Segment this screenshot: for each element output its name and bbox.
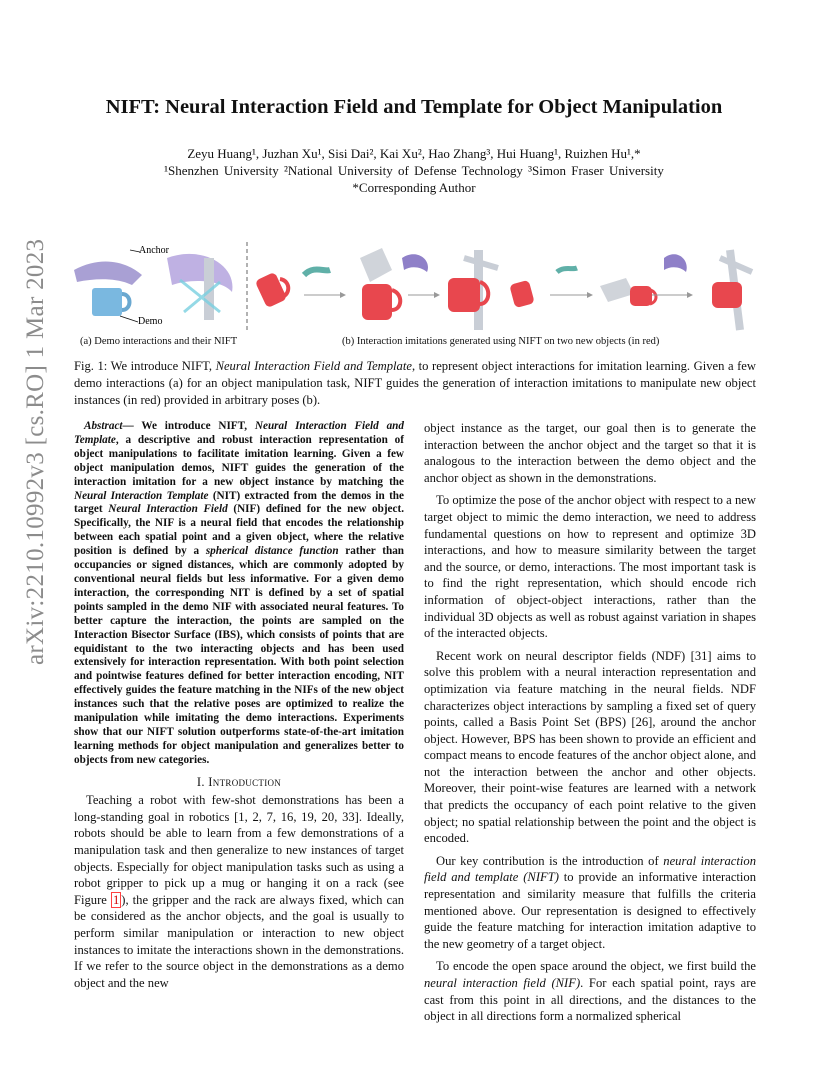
figure-1 [72,240,762,335]
affiliations: ¹Shenzhen University ²National University of Defense Technology ³Simon Fraser University [164,163,664,178]
intro-paragraph-1-cont: object instance as the target, our goal then is to generate the interaction between the anchor object and the target so that it is analogous to the interaction between the demo object and the anchor object as shown in the demonstrations. [424,421,756,485]
figure-caption-a: (a) Demo interactions and their NIFT [80,336,238,347]
author-list: Zeyu Huang¹, Juzhan Xu¹, Sisi Dai², Kai Xu², Hao Zhang³, Hui Huang¹, Ruizhen Hu¹,* [187,146,641,161]
intro-paragraph-2: To optimize the pose of the anchor object with respect to a new target object to mimic the demo interaction, we need to address fundamental questions on how to represent and optimize 3D interactions, and how to measure similarity between the target and the source, or demo, interactions. The most important task is to find the right representation, which should encode rich information of object-object interactions, rather than the individual 3D objects as well as robust against variation in shapes of the interacted objects. [424,493,756,641]
intro-paragraph-1: Teaching a robot with few-shot demonstrations has been a long-standing goal in robotics [1, 2, 7, 16, 19, 20, 33]. Ideally, robots should be able to learn from a few demonstrations of a manipulation task and then generalize to new instances of target objects. Especially for object manipulation tasks such as using a robot gripper to pick up a mug or hanging it on a rack (see Figure 1 ), the gripper and the rack are always fixed, which can be considered as the anchor objects, and the goal is usually to perform similar manipulation or interaction to new object instances to imitate the interactions shown in the demonstrations. If we refer to the source object in the demonstrations as a demo object and the new [74,793,404,990]
rack-hang-2 [712,250,752,330]
arxiv-identifier: arXiv:2210.10992v3 [cs.RO] 1 Mar 2023 [22,238,49,666]
figure-caption-b: (b) Interaction imitations generated using NIFT on two new objects (in red) [342,336,660,347]
intro-paragraph-5: To encode the open space around the object, we first build the neural interaction field (NIF). For each spatial point, rays are cast from this point in all directions, and the distances to the object in all directions form a normalized spherical [424,959,756,1024]
abstract: Abstract— We introduce NIFT, Neural Interaction Field and Template, a descriptive and robust interaction representation of object manipulations to facilitate imitation learning. Given a few object manipulation demos, NIFT guides the generation of the interaction imitation for a new object instance by matching the Neural Interaction Template (NIT) extracted from the demos in the target Neural Interaction Field (NIF) defined for the new object. Specifically, the NIF is a neural field that encodes the relationship between each spatial point and a given object, where the relative position is defined by a spherical distance function rather than occupancies or signed distances, which are commonly adopted by conventional neural fields but less informative. For a given demo interaction, the corresponding NIT is defined by a set of spatial points sampled in the demo NIF with associated neural features. To better capture the interaction, the points are sampled on the Interaction Bisector Surface (IBS), which consists of points that are equidistant to the two interacting objects and has been used extensively for interaction representation. With both point selection and pointwise features defined for better interaction encoding, NIT effectively guides the feature matching in the NIFs of the new object instances such that the relative poses are optimized to realize the manipulation while imitating the demo interactions. Experiments show that our NIFT solution outperforms state-of-the-art imitation learning methods for object manipulation and generalizes better to objects from new categories. [74,420,405,766]
anchor-rack-shape [74,262,142,285]
figure-caption: Fig. 1: We introduce NIFT, Neural Interaction Field and Template, to represent object interactions for imitation learning. Given a few demo interactions (a) for an object manipulation task, NIFT guides the generation of interaction imitations to manipulate new object instances (in red) provided in arbitrary poses (b). [74,359,756,407]
demo-mug-shape [92,288,122,316]
figure-panel-b [255,248,752,330]
gripper-grasp-1 [360,248,400,320]
new-mug-2 [509,280,535,308]
section-heading-introduction: I. Introduction [196,774,282,789]
right-column [424,420,756,1031]
gripper-grasp-2 [600,278,656,306]
rack-hang-1 [448,250,498,330]
corresponding-note: *Corresponding Author [352,180,476,195]
intro-paragraph-3: Recent work on neural descriptor fields (NDF) [31] aims to solve this problem with a neural interaction representation and optimization via feature matching in the neural fields. NDF characterizes object interactions by sampling a fixed set of query points, called a Basis Point Set (BPS) [26], around the anchor object. However, BPS has been shown to provide an efficient and compact means to encode features of the anchor object alone, and not the interaction between the anchor and other objects. Moreover, their point-wise features are learned with a network that predicts the occupancy of each point relative to the given object; no spatial relationship between the point and the object is encoded. [424,648,756,846]
anchor-nif-shape [167,254,232,292]
left-column [74,420,404,997]
figure-reference-link[interactable]: 1 [112,892,120,907]
paper-title: NIFT: Neural Interaction Field and Template for Object Manipulation [105,96,723,118]
demo-label: Demo [138,316,163,327]
anchor-label: Anchor [139,245,169,256]
intro-paragraph-4: Our key contribution is the introduction of neural interaction field and template (NIFT) to provide an informative interaction representation and similarity measure that fulfills the criteria mentioned above. Our representation is designed to effectively guide the feature matching for interaction imitation adaptive to the new geometry of a target object. [424,853,757,951]
figure-panel-a [74,245,232,327]
new-mug-1 [255,272,289,308]
